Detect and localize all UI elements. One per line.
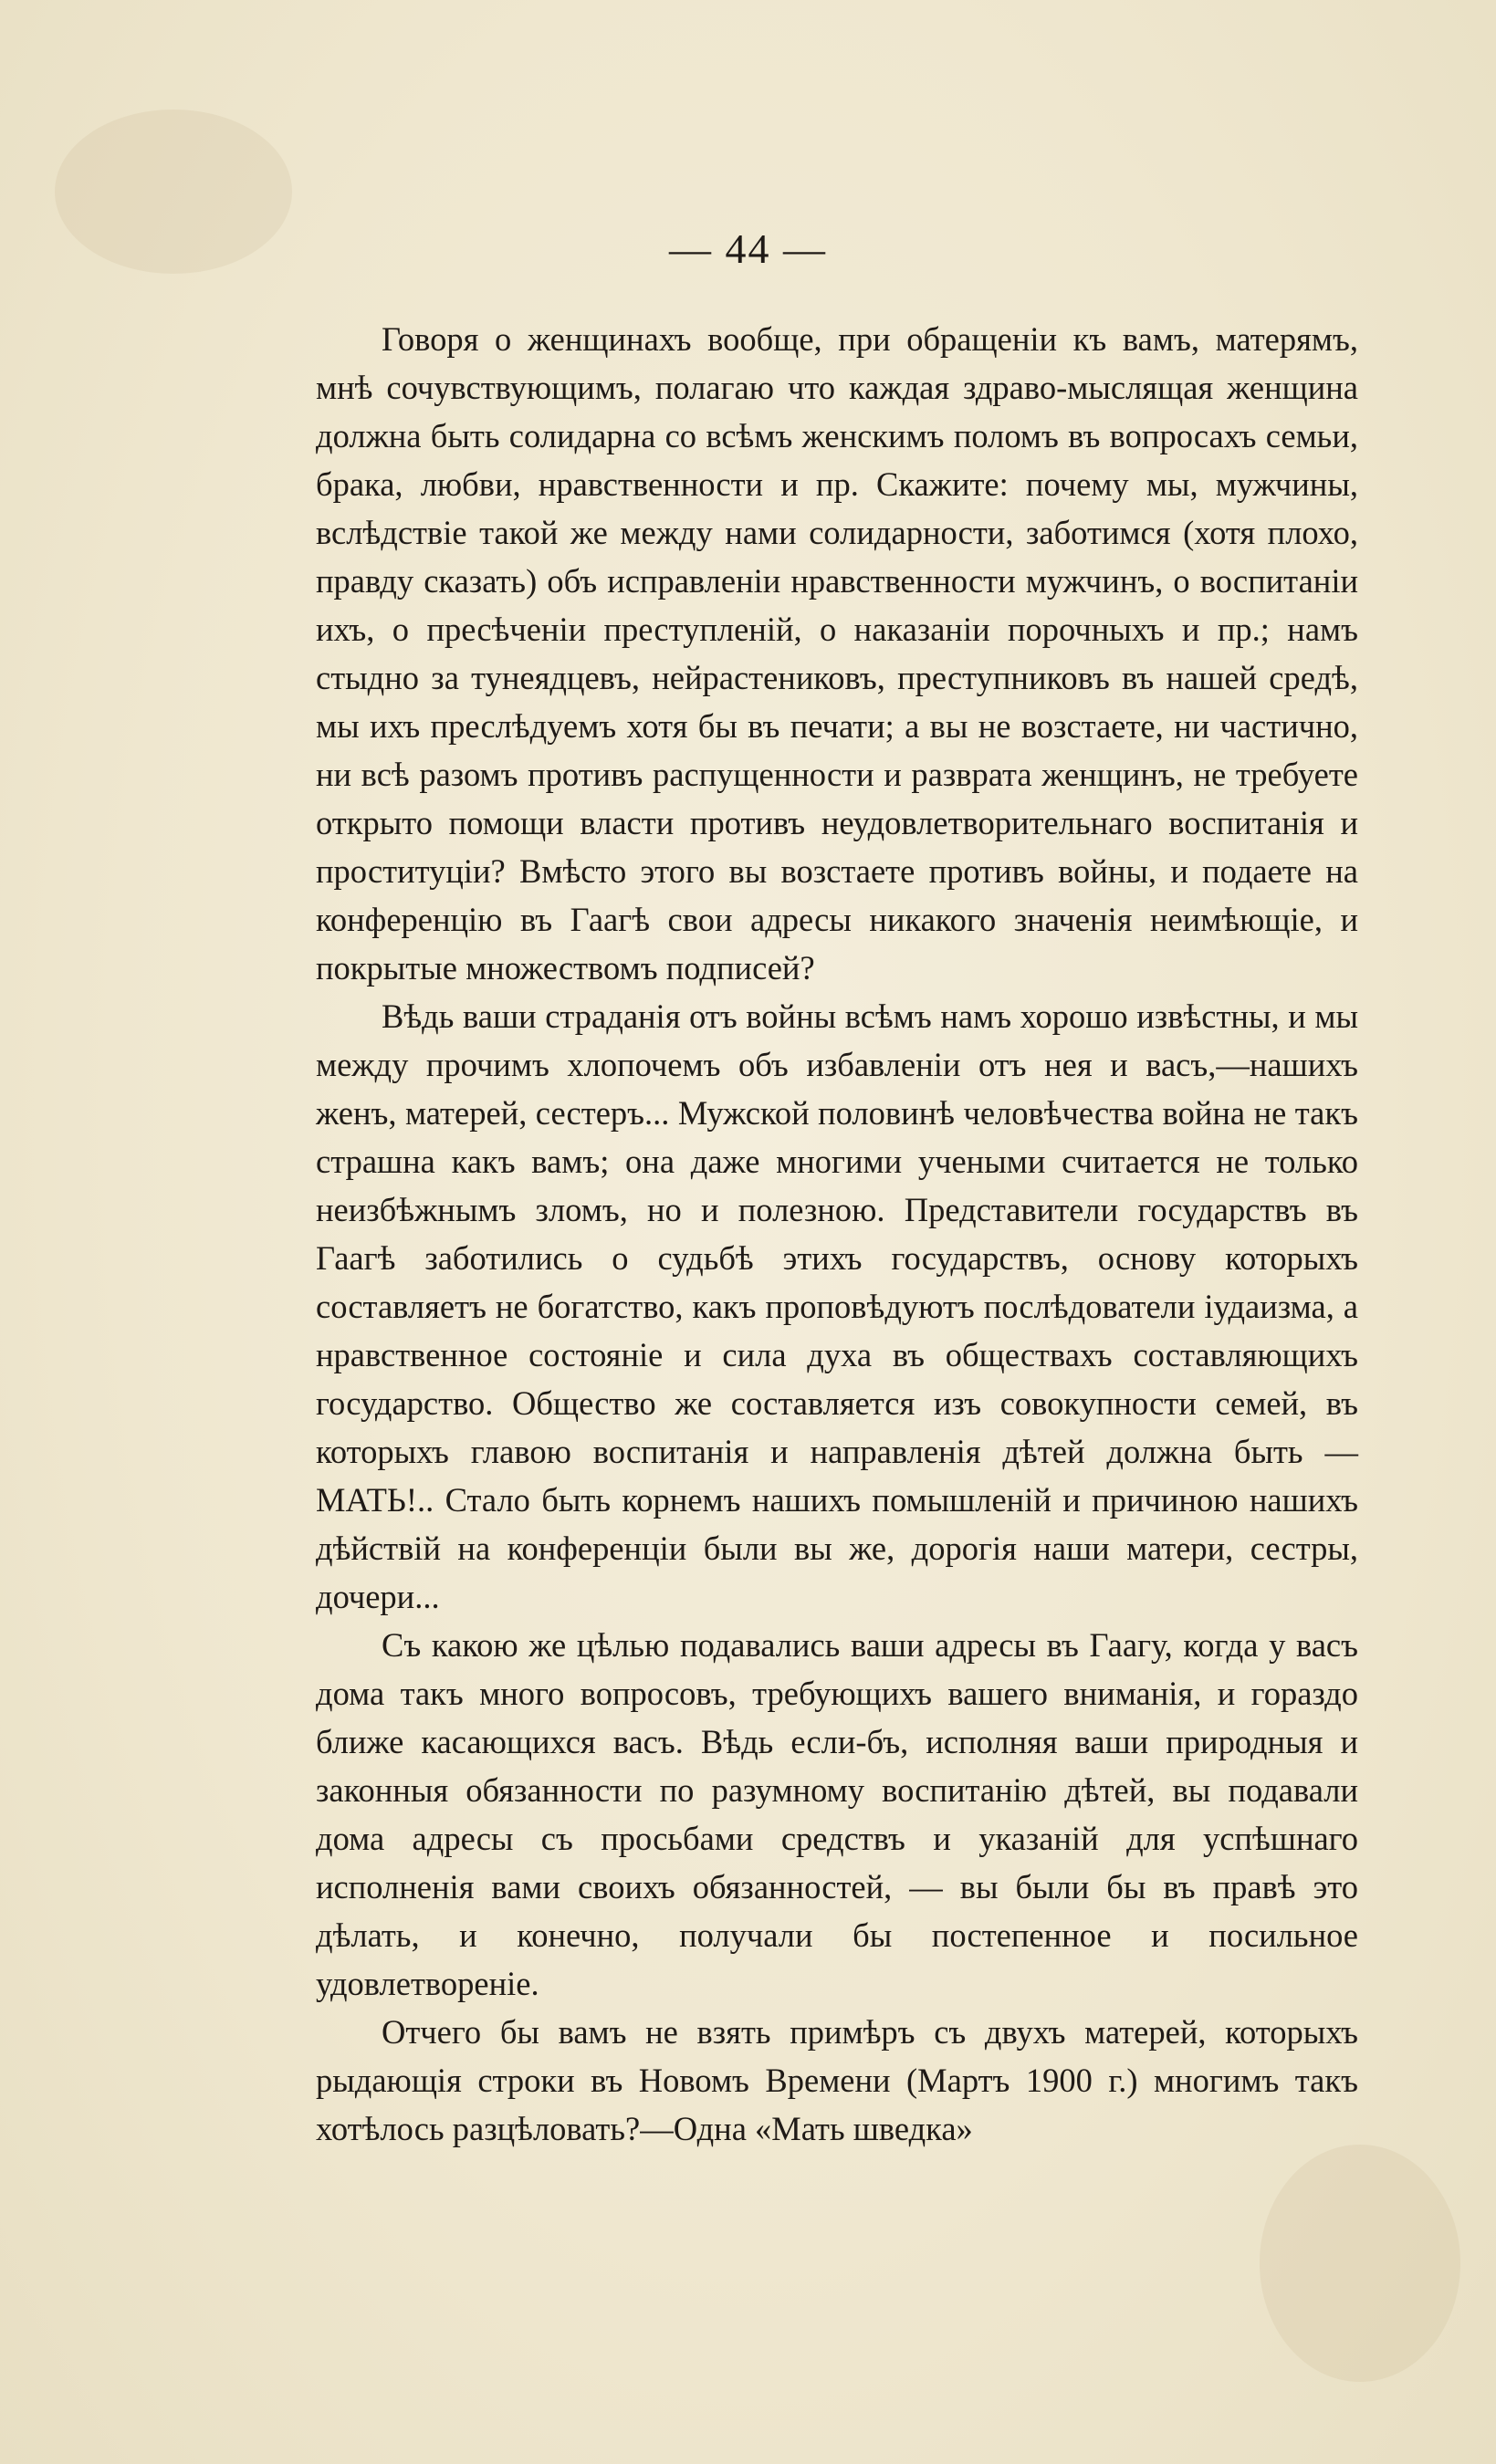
paragraph: Отчего бы вамъ не взять примѣръ съ двухъ матерей, которыхъ рыдающія строки въ Новомъ Времени (Мартъ 1900 г.) многимъ такъ хотѣлось разцѣловать?—Одна «Мать шведка» bbox=[316, 2013, 1358, 2147]
paragraph: Говоря о женщинахъ вообще, при обращеніи къ вамъ, матерямъ, мнѣ сочувствующимъ, полагаю что каждая здраво-мыслящая женщина должна быть солидарна со всѣмъ женскимъ поломъ въ вопросахъ семьи, брака, любви, нравственности и пр. Скажите: почему мы, мужчины, вслѣдствіе такой же между нами солидарности, заботимся (хотя плохо, правду сказать) объ исправленіи нравственности мужчинъ, о воспитаніи ихъ, о пресѣченіи преступленій, о наказаніи порочныхъ и пр.; намъ стыдно за тунеядцевъ, нейрастениковъ, преступниковъ въ нашей средѣ, мы ихъ преслѣдуемъ хотя бы въ печати; а вы не возстаете, ни частично, ни всѣ разомъ противъ распущенности и разврата женщинъ, не требуете открыто помощи власти противъ неудовлетворительнаго воспитанія и проституціи? Вмѣсто этого вы возстаете противъ войны, и подаете на конференцію въ Гаагѣ свои адресы никакого значенія неимѣющіе, и покрытые множествомъ подписей? bbox=[316, 320, 1358, 987]
paragraph: Съ какою же цѣлью подавались ваши адресы въ Гаагу, когда у васъ дома такъ много вопросовъ, требующихъ вашего вниманія, и гораздо ближе касающихся васъ. Вѣдь если-бъ, исполняя ваши природныя и законныя обязанности по разумному воспитанію дѣтей, вы подавали дома адресы съ просьбами средствъ и указаній для успѣшнаго исполненія вами своихъ обязанностей, — вы были бы въ правѣ это дѣлать, и конечно, получали бы постепенное и посильное удовлетвореніе. bbox=[316, 1626, 1358, 2002]
body-text bbox=[316, 315, 1358, 2153]
paragraph: Вѣдь ваши страданія отъ войны всѣмъ намъ хорошо извѣстны, и мы между прочимъ хлопочемъ объ избавленіи отъ нея и васъ,—нашихъ женъ, матерей, сестеръ... Мужской половинѣ человѣчества война не такъ страшна какъ вамъ; она даже многими учеными считается не только неизбѣжнымъ зломъ, но и полезною. Представители государствъ въ Гаагѣ заботились о судьбѣ этихъ государствъ, основу которыхъ составляетъ не богатство, какъ проповѣдуютъ послѣдователи іудаизма, а нравственное состояніе и сила духа въ обществахъ составляющихъ государство. Общество же составляется изъ совокупности семей, въ которыхъ главою воспитанія и направленія дѣтей должна быть — МАТЬ!.. Стало быть корнемъ нашихъ помышленій и причиною нашихъ дѣйствій на конференціи были вы же, дорогія наши матери, сестры, дочери... bbox=[316, 997, 1358, 1615]
paper-stain bbox=[1260, 2145, 1460, 2382]
page-number: — 44 — bbox=[669, 225, 827, 272]
